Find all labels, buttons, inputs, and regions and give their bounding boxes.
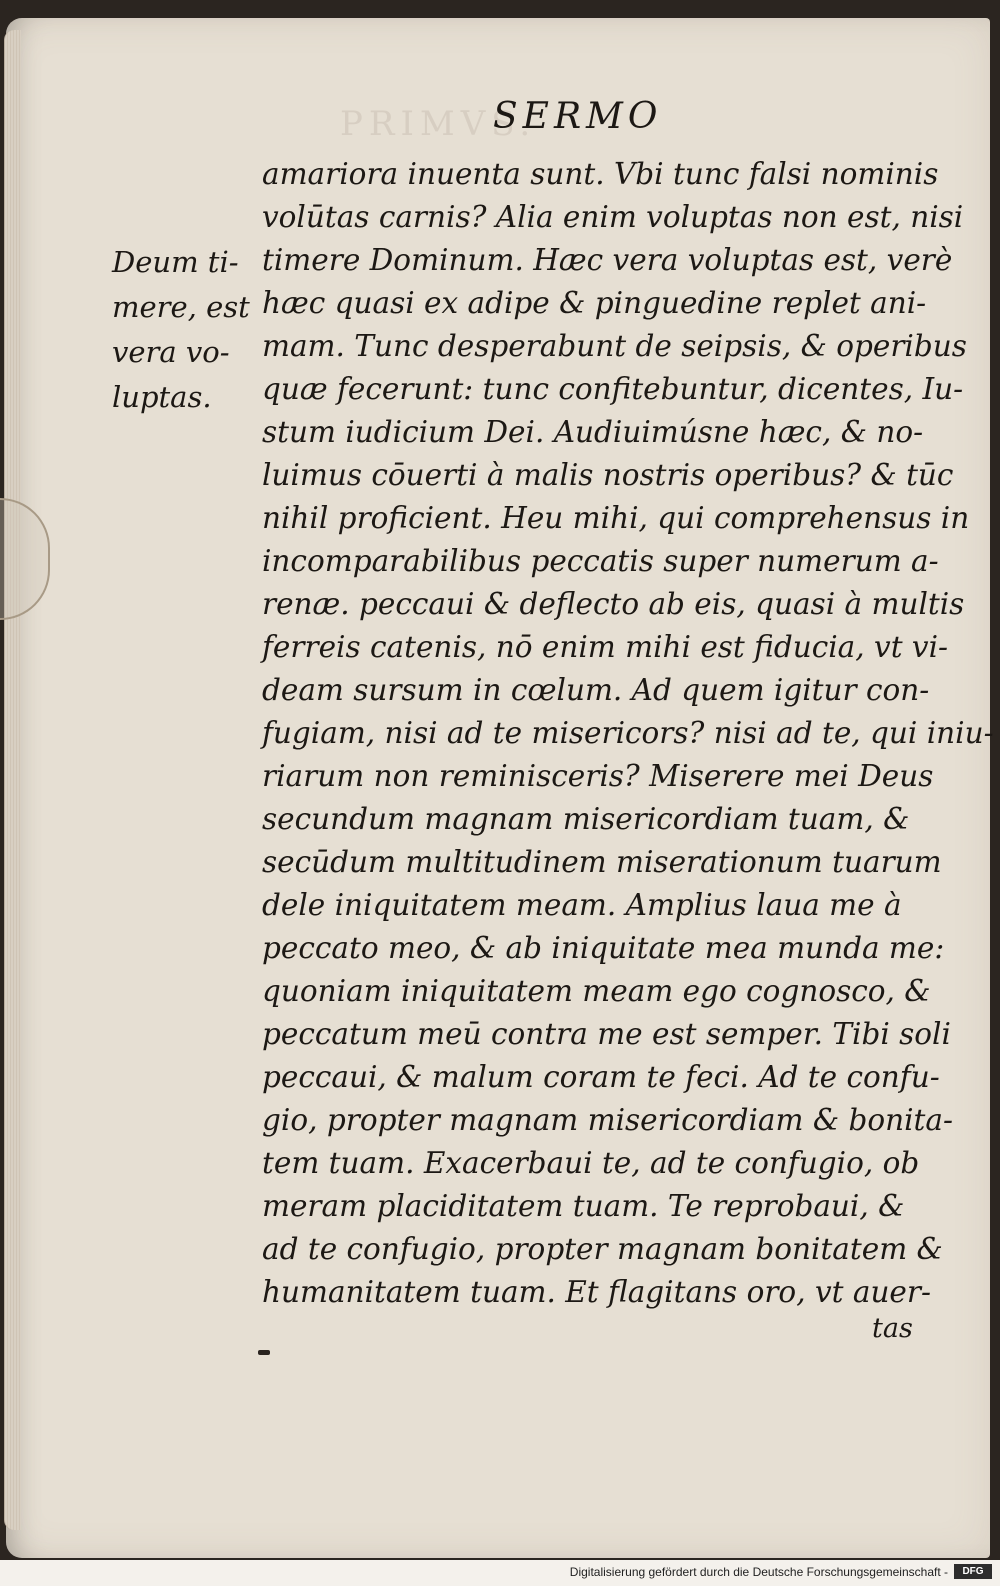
bleed-through-text: PRIMVS. — [340, 104, 537, 144]
margin-note — [112, 240, 262, 420]
text-line: secūdum multitudinem miserationum tuarum — [262, 845, 942, 879]
text-line: stum iudicium Dei. Audiuimúsne hæc, & no- — [262, 415, 924, 449]
text-line: peccaui, & malum coram te feci. Ad te confu- — [262, 1060, 940, 1094]
text-line: peccato meo, & ab iniquitate mea munda me: — [262, 931, 945, 965]
footer-bar — [0, 1560, 1000, 1586]
text-line: humanitatem tuam. Et flagitans oro, vt auer- — [262, 1275, 931, 1309]
dfg-logo: DFG — [954, 1564, 992, 1579]
text-line: quoniam iniquitatem meam ego cognosco, & — [262, 974, 931, 1008]
page-edges — [4, 30, 21, 1530]
text-line: secundum magnam misericordiam tuam, & — [262, 802, 910, 836]
text-line: fugiam, nisi ad te misericors? nisi ad te, qui iniu- — [262, 716, 994, 750]
text-line: nihil proficient. Heu mihi, qui comprehensus in — [262, 501, 970, 535]
text-line: mam. Tunc desperabunt de seipsis, & operibus — [262, 329, 967, 363]
text-line: volūtas carnis? Alia enim voluptas non est, nisi — [262, 200, 964, 234]
text-line: amariora inuenta sunt. Vbi tunc falsi nominis — [262, 157, 939, 191]
margin-note-line: vera vo- — [112, 335, 230, 369]
catchword: tas — [872, 1313, 913, 1344]
text-line: dele iniquitatem meam. Amplius laua me à — [262, 888, 902, 922]
text-line: timere Dominum. Hæc vera voluptas est, verè — [262, 243, 953, 277]
running-header: SERMO — [493, 96, 663, 137]
text-line: tem tuam. Exacerbaui te, ad te confugio, ob — [262, 1146, 920, 1180]
text-line: renæ. peccaui & deflecto ab eis, quasi à multis — [262, 587, 965, 621]
text-line: meram placiditatem tuam. Te reprobaui, & — [262, 1189, 905, 1223]
body-text — [262, 153, 994, 1314]
margin-note-line: Deum ti- — [112, 245, 239, 279]
text-line: luimus cōuerti à malis nostris operibus? & tūc — [262, 458, 954, 492]
text-line: ad te confugio, propter magnam bonitatem & — [262, 1232, 943, 1266]
text-line: riarum non reminisceris? Miserere mei Deus — [262, 759, 934, 793]
text-line: incomparabilibus peccatis super numerum a- — [262, 544, 939, 578]
text-line: ferreis catenis, nō enim mihi est fiducia, vt vi- — [262, 630, 948, 664]
margin-note-line: mere, est — [112, 290, 250, 324]
funding-credit: Digitalisierung gefördert durch die Deutsche Forschungsgemeinschaft - — [569, 1565, 948, 1579]
text-line: deam sursum in cœlum. Ad quem igitur con- — [262, 673, 930, 707]
text-line: hæc quasi ex adipe & pinguedine replet ani- — [262, 286, 927, 320]
text-line: gio, propter magnam misericordiam & bonita- — [262, 1103, 953, 1137]
margin-note-line: luptas. — [112, 380, 212, 414]
text-line: quæ fecerunt: tunc confitebuntur, dicentes, Iu- — [262, 372, 964, 406]
text-line: peccatum meū contra me est semper. Tibi soli — [262, 1017, 951, 1051]
ink-speck — [258, 1350, 270, 1355]
